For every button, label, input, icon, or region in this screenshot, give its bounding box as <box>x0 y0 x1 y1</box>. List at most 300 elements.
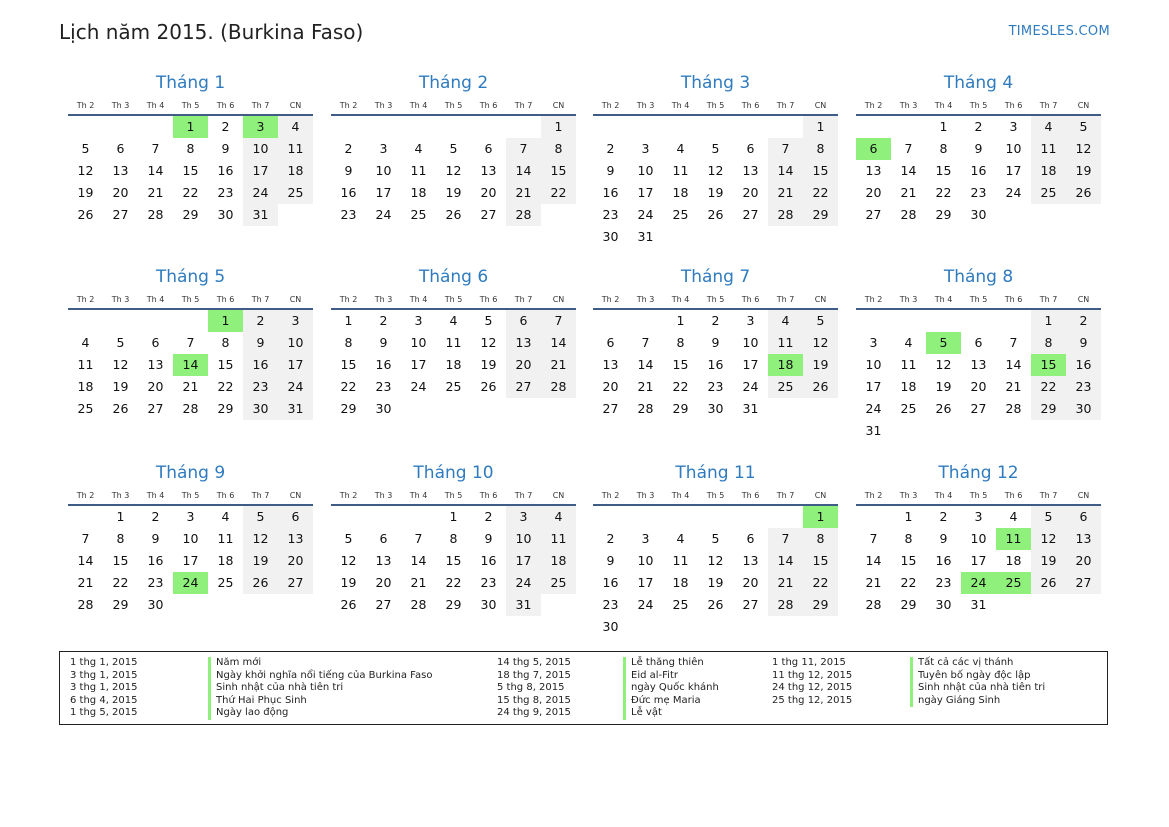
day-cell-holiday[interactable]: 25 <box>996 572 1031 594</box>
day-cell[interactable]: 2 <box>484 509 493 524</box>
day-cell[interactable]: 16 <box>147 553 164 568</box>
day-cell[interactable]: 9 <box>221 141 230 156</box>
day-cell[interactable]: 9 <box>151 531 160 546</box>
day-cell[interactable]: 22 <box>182 185 199 200</box>
day-cell[interactable]: 28 <box>900 207 917 222</box>
day-cell[interactable]: 10 <box>637 553 654 568</box>
day-cell[interactable]: 8 <box>221 335 230 350</box>
day-cell[interactable]: 21 <box>768 182 803 204</box>
day-cell[interactable]: 15 <box>935 163 952 178</box>
day-cell[interactable]: 4 <box>414 141 423 156</box>
day-cell[interactable]: 28 <box>1005 401 1022 416</box>
day-cell[interactable]: 10 <box>375 163 392 178</box>
day-cell[interactable]: 12 <box>445 163 462 178</box>
day-cell[interactable]: 14 <box>768 160 803 182</box>
day-cell[interactable]: 19 <box>935 379 952 394</box>
day-cell[interactable]: 26 <box>77 207 94 222</box>
day-cell[interactable]: 5 <box>711 531 720 546</box>
day-cell[interactable]: 26 <box>803 376 838 398</box>
day-cell[interactable]: 18 <box>541 550 576 572</box>
day-cell[interactable]: 22 <box>340 379 357 394</box>
day-cell[interactable]: 8 <box>116 531 125 546</box>
day-cell[interactable]: 14 <box>147 163 164 178</box>
day-cell[interactable]: 18 <box>1005 553 1022 568</box>
day-cell[interactable]: 29 <box>1031 398 1066 420</box>
day-cell[interactable]: 12 <box>935 357 952 372</box>
day-cell[interactable]: 9 <box>974 141 983 156</box>
day-cell[interactable]: 27 <box>480 207 497 222</box>
day-cell[interactable]: 18 <box>1031 160 1066 182</box>
day-cell[interactable]: 5 <box>484 313 493 328</box>
day-cell[interactable]: 2 <box>974 119 983 134</box>
day-cell[interactable]: 5 <box>449 141 458 156</box>
day-cell[interactable]: 6 <box>1066 506 1101 528</box>
day-cell[interactable]: 8 <box>904 531 913 546</box>
day-cell[interactable]: 4 <box>768 310 803 332</box>
day-cell[interactable]: 8 <box>1031 332 1066 354</box>
day-cell[interactable]: 13 <box>1066 528 1101 550</box>
day-cell[interactable]: 2 <box>344 141 353 156</box>
day-cell[interactable]: 10 <box>410 335 427 350</box>
day-cell[interactable]: 11 <box>768 332 803 354</box>
day-cell[interactable]: 15 <box>803 550 838 572</box>
day-cell[interactable]: 11 <box>77 357 94 372</box>
day-cell[interactable]: 7 <box>904 141 913 156</box>
day-cell[interactable]: 16 <box>707 357 724 372</box>
day-cell[interactable]: 11 <box>541 528 576 550</box>
day-cell[interactable]: 27 <box>602 401 619 416</box>
day-cell[interactable]: 1 <box>676 313 685 328</box>
day-cell[interactable]: 31 <box>865 423 882 438</box>
day-cell[interactable]: 10 <box>865 357 882 372</box>
day-cell[interactable]: 7 <box>186 335 195 350</box>
day-cell[interactable]: 28 <box>768 594 803 616</box>
day-cell-holiday[interactable]: 3 <box>243 116 278 138</box>
day-cell[interactable]: 26 <box>1031 572 1066 594</box>
day-cell[interactable]: 12 <box>480 335 497 350</box>
day-cell[interactable]: 11 <box>445 335 462 350</box>
day-cell[interactable]: 7 <box>541 310 576 332</box>
day-cell[interactable]: 15 <box>541 160 576 182</box>
day-cell[interactable]: 25 <box>77 401 94 416</box>
day-cell[interactable]: 21 <box>865 575 882 590</box>
day-cell[interactable]: 11 <box>278 138 313 160</box>
day-cell[interactable]: 17 <box>1005 163 1022 178</box>
day-cell[interactable]: 19 <box>77 185 94 200</box>
day-cell[interactable]: 20 <box>112 185 129 200</box>
day-cell[interactable]: 11 <box>672 163 689 178</box>
day-cell[interactable]: 2 <box>221 119 230 134</box>
day-cell[interactable]: 10 <box>970 531 987 546</box>
day-cell[interactable]: 1 <box>939 119 948 134</box>
day-cell[interactable]: 12 <box>803 332 838 354</box>
day-cell[interactable]: 15 <box>340 357 357 372</box>
day-cell[interactable]: 3 <box>641 531 650 546</box>
day-cell[interactable]: 4 <box>1009 509 1018 524</box>
day-cell[interactable]: 21 <box>506 182 541 204</box>
day-cell[interactable]: 17 <box>410 357 427 372</box>
day-cell[interactable]: 26 <box>243 572 278 594</box>
day-cell[interactable]: 27 <box>147 401 164 416</box>
day-cell[interactable]: 31 <box>637 229 654 244</box>
day-cell[interactable]: 3 <box>974 509 983 524</box>
day-cell[interactable]: 7 <box>869 531 878 546</box>
day-cell[interactable]: 30 <box>217 207 234 222</box>
day-cell[interactable]: 23 <box>970 185 987 200</box>
day-cell[interactable]: 1 <box>1031 310 1066 332</box>
day-cell[interactable]: 21 <box>541 354 576 376</box>
day-cell[interactable]: 21 <box>1005 379 1022 394</box>
day-cell[interactable]: 7 <box>768 138 803 160</box>
day-cell[interactable]: 27 <box>506 376 541 398</box>
day-cell[interactable]: 21 <box>77 575 94 590</box>
day-cell[interactable]: 3 <box>746 313 755 328</box>
day-cell[interactable]: 14 <box>410 553 427 568</box>
day-cell-holiday[interactable]: 15 <box>1031 354 1066 376</box>
day-cell[interactable]: 15 <box>900 553 917 568</box>
day-cell[interactable]: 18 <box>410 185 427 200</box>
day-cell[interactable]: 27 <box>742 597 759 612</box>
day-cell[interactable]: 25 <box>217 575 234 590</box>
day-cell[interactable]: 1 <box>116 509 125 524</box>
day-cell[interactable]: 17 <box>637 185 654 200</box>
day-cell[interactable]: 17 <box>742 357 759 372</box>
day-cell[interactable]: 23 <box>217 185 234 200</box>
day-cell[interactable]: 7 <box>151 141 160 156</box>
day-cell[interactable]: 4 <box>278 116 313 138</box>
day-cell[interactable]: 30 <box>1066 398 1101 420</box>
day-cell[interactable]: 13 <box>112 163 129 178</box>
day-cell[interactable]: 14 <box>900 163 917 178</box>
day-cell[interactable]: 27 <box>1066 572 1101 594</box>
day-cell[interactable]: 14 <box>1005 357 1022 372</box>
day-cell[interactable]: 9 <box>344 163 353 178</box>
day-cell[interactable]: 8 <box>676 335 685 350</box>
day-cell[interactable]: 10 <box>278 332 313 354</box>
day-cell[interactable]: 5 <box>711 141 720 156</box>
day-cell[interactable]: 4 <box>904 335 913 350</box>
day-cell[interactable]: 24 <box>637 597 654 612</box>
day-cell[interactable]: 22 <box>217 379 234 394</box>
day-cell[interactable]: 3 <box>1009 119 1018 134</box>
day-cell[interactable]: 18 <box>672 185 689 200</box>
day-cell[interactable]: 31 <box>506 594 541 616</box>
day-cell[interactable]: 30 <box>970 207 987 222</box>
day-cell[interactable]: 29 <box>900 597 917 612</box>
day-cell[interactable]: 24 <box>410 379 427 394</box>
day-cell[interactable]: 9 <box>939 531 948 546</box>
day-cell[interactable]: 2 <box>939 509 948 524</box>
day-cell[interactable]: 11 <box>672 553 689 568</box>
day-cell[interactable]: 28 <box>147 207 164 222</box>
day-cell[interactable]: 17 <box>865 379 882 394</box>
day-cell[interactable]: 30 <box>935 597 952 612</box>
day-cell[interactable]: 8 <box>803 528 838 550</box>
day-cell[interactable]: 2 <box>379 313 388 328</box>
day-cell[interactable]: 17 <box>243 160 278 182</box>
day-cell[interactable]: 26 <box>1066 182 1101 204</box>
day-cell[interactable]: 6 <box>379 531 388 546</box>
day-cell[interactable]: 19 <box>1031 550 1066 572</box>
day-cell[interactable]: 14 <box>77 553 94 568</box>
day-cell[interactable]: 16 <box>602 185 619 200</box>
day-cell[interactable]: 19 <box>1066 160 1101 182</box>
day-cell[interactable]: 12 <box>340 553 357 568</box>
day-cell[interactable]: 19 <box>243 550 278 572</box>
day-cell[interactable]: 19 <box>707 185 724 200</box>
day-cell[interactable]: 31 <box>243 204 278 226</box>
day-cell[interactable]: 26 <box>112 401 129 416</box>
day-cell[interactable]: 12 <box>707 163 724 178</box>
day-cell[interactable]: 29 <box>217 401 234 416</box>
day-cell[interactable]: 26 <box>445 207 462 222</box>
day-cell[interactable]: 14 <box>506 160 541 182</box>
day-cell[interactable]: 17 <box>375 185 392 200</box>
day-cell[interactable]: 26 <box>707 597 724 612</box>
day-cell[interactable]: 25 <box>541 572 576 594</box>
day-cell[interactable]: 3 <box>278 310 313 332</box>
day-cell[interactable]: 12 <box>707 553 724 568</box>
day-cell[interactable]: 25 <box>445 379 462 394</box>
day-cell[interactable]: 16 <box>217 163 234 178</box>
day-cell[interactable]: 29 <box>112 597 129 612</box>
day-cell[interactable]: 29 <box>340 401 357 416</box>
day-cell[interactable]: 6 <box>974 335 983 350</box>
day-cell[interactable]: 22 <box>900 575 917 590</box>
day-cell[interactable]: 22 <box>935 185 952 200</box>
day-cell[interactable]: 23 <box>707 379 724 394</box>
day-cell[interactable]: 23 <box>1066 376 1101 398</box>
day-cell[interactable]: 3 <box>506 506 541 528</box>
day-cell[interactable]: 2 <box>606 141 615 156</box>
day-cell[interactable]: 24 <box>375 207 392 222</box>
day-cell[interactable]: 5 <box>116 335 125 350</box>
day-cell[interactable]: 28 <box>865 597 882 612</box>
day-cell[interactable]: 13 <box>602 357 619 372</box>
day-cell[interactable]: 25 <box>672 597 689 612</box>
day-cell[interactable]: 6 <box>116 141 125 156</box>
day-cell[interactable]: 16 <box>1066 354 1101 376</box>
day-cell[interactable]: 5 <box>344 531 353 546</box>
day-cell[interactable]: 18 <box>217 553 234 568</box>
day-cell[interactable]: 1 <box>803 116 838 138</box>
day-cell[interactable]: 20 <box>480 185 497 200</box>
day-cell[interactable]: 17 <box>637 575 654 590</box>
day-cell[interactable]: 17 <box>182 553 199 568</box>
day-cell[interactable]: 21 <box>147 185 164 200</box>
day-cell[interactable]: 24 <box>865 401 882 416</box>
day-cell[interactable]: 1 <box>904 509 913 524</box>
day-cell[interactable]: 17 <box>278 354 313 376</box>
day-cell[interactable]: 29 <box>182 207 199 222</box>
day-cell[interactable]: 19 <box>445 185 462 200</box>
day-cell[interactable]: 25 <box>768 376 803 398</box>
day-cell[interactable]: 27 <box>970 401 987 416</box>
day-cell[interactable]: 14 <box>865 553 882 568</box>
day-cell[interactable]: 3 <box>379 141 388 156</box>
day-cell[interactable]: 8 <box>939 141 948 156</box>
day-cell[interactable]: 20 <box>278 550 313 572</box>
day-cell[interactable]: 26 <box>935 401 952 416</box>
day-cell[interactable]: 25 <box>410 207 427 222</box>
day-cell[interactable]: 25 <box>672 207 689 222</box>
day-cell[interactable]: 30 <box>243 398 278 420</box>
day-cell[interactable]: 19 <box>707 575 724 590</box>
day-cell[interactable]: 19 <box>803 354 838 376</box>
day-cell[interactable]: 6 <box>151 335 160 350</box>
day-cell[interactable]: 22 <box>1031 376 1066 398</box>
day-cell[interactable]: 26 <box>707 207 724 222</box>
day-cell-holiday[interactable]: 1 <box>208 310 243 332</box>
day-cell[interactable]: 24 <box>506 572 541 594</box>
day-cell-holiday[interactable]: 18 <box>768 354 803 376</box>
day-cell[interactable]: 15 <box>803 160 838 182</box>
day-cell[interactable]: 24 <box>742 379 759 394</box>
day-cell[interactable]: 14 <box>541 332 576 354</box>
day-cell[interactable]: 6 <box>278 506 313 528</box>
brand-link[interactable]: TIMESLES.COM <box>1008 24 1110 39</box>
day-cell[interactable]: 15 <box>445 553 462 568</box>
day-cell[interactable]: 17 <box>506 550 541 572</box>
day-cell[interactable]: 29 <box>803 204 838 226</box>
day-cell[interactable]: 23 <box>243 376 278 398</box>
day-cell[interactable]: 16 <box>243 354 278 376</box>
day-cell-holiday[interactable]: 14 <box>173 354 208 376</box>
day-cell[interactable]: 1 <box>449 509 458 524</box>
day-cell[interactable]: 4 <box>1031 116 1066 138</box>
day-cell[interactable]: 9 <box>1066 332 1101 354</box>
day-cell[interactable]: 20 <box>742 185 759 200</box>
day-cell[interactable]: 21 <box>900 185 917 200</box>
day-cell[interactable]: 20 <box>602 379 619 394</box>
day-cell[interactable]: 24 <box>278 376 313 398</box>
day-cell[interactable]: 28 <box>541 376 576 398</box>
day-cell[interactable]: 9 <box>484 531 493 546</box>
day-cell-holiday[interactable]: 5 <box>926 332 961 354</box>
day-cell[interactable]: 28 <box>768 204 803 226</box>
day-cell[interactable]: 9 <box>606 163 615 178</box>
day-cell[interactable]: 23 <box>340 207 357 222</box>
day-cell[interactable]: 18 <box>278 160 313 182</box>
day-cell[interactable]: 7 <box>81 531 90 546</box>
day-cell[interactable]: 24 <box>1005 185 1022 200</box>
day-cell[interactable]: 6 <box>746 141 755 156</box>
day-cell[interactable]: 14 <box>768 550 803 572</box>
day-cell[interactable]: 7 <box>768 528 803 550</box>
day-cell[interactable]: 13 <box>375 553 392 568</box>
day-cell[interactable]: 13 <box>970 357 987 372</box>
day-cell[interactable]: 3 <box>641 141 650 156</box>
day-cell[interactable]: 10 <box>637 163 654 178</box>
day-cell[interactable]: 1 <box>344 313 353 328</box>
day-cell[interactable]: 20 <box>147 379 164 394</box>
day-cell[interactable]: 12 <box>243 528 278 550</box>
day-cell[interactable]: 25 <box>278 182 313 204</box>
day-cell[interactable]: 28 <box>410 597 427 612</box>
day-cell[interactable]: 19 <box>112 379 129 394</box>
day-cell[interactable]: 13 <box>278 528 313 550</box>
day-cell[interactable]: 30 <box>602 229 619 244</box>
day-cell[interactable]: 21 <box>182 379 199 394</box>
day-cell[interactable]: 31 <box>742 401 759 416</box>
day-cell[interactable]: 15 <box>217 357 234 372</box>
day-cell[interactable]: 28 <box>77 597 94 612</box>
day-cell[interactable]: 7 <box>1009 335 1018 350</box>
day-cell[interactable]: 2 <box>151 509 160 524</box>
day-cell[interactable]: 29 <box>445 597 462 612</box>
day-cell[interactable]: 6 <box>746 531 755 546</box>
day-cell[interactable]: 9 <box>606 553 615 568</box>
day-cell[interactable]: 8 <box>186 141 195 156</box>
day-cell[interactable]: 20 <box>375 575 392 590</box>
day-cell[interactable]: 8 <box>449 531 458 546</box>
day-cell[interactable]: 22 <box>112 575 129 590</box>
day-cell[interactable]: 5 <box>803 310 838 332</box>
day-cell[interactable]: 16 <box>970 163 987 178</box>
day-cell[interactable]: 12 <box>77 163 94 178</box>
day-cell[interactable]: 25 <box>900 401 917 416</box>
day-cell[interactable]: 4 <box>541 506 576 528</box>
day-cell[interactable]: 10 <box>506 528 541 550</box>
day-cell[interactable]: 22 <box>445 575 462 590</box>
day-cell[interactable]: 27 <box>865 207 882 222</box>
day-cell[interactable]: 22 <box>803 572 838 594</box>
day-cell[interactable]: 24 <box>637 207 654 222</box>
day-cell[interactable]: 2 <box>1066 310 1101 332</box>
day-cell[interactable]: 16 <box>480 553 497 568</box>
day-cell[interactable]: 9 <box>711 335 720 350</box>
day-cell[interactable]: 12 <box>1066 138 1101 160</box>
day-cell-holiday[interactable]: 1 <box>803 506 838 528</box>
day-cell[interactable]: 29 <box>803 594 838 616</box>
day-cell[interactable]: 5 <box>243 506 278 528</box>
day-cell-holiday[interactable]: 24 <box>961 572 996 594</box>
day-cell[interactable]: 16 <box>935 553 952 568</box>
day-cell[interactable]: 31 <box>970 597 987 612</box>
day-cell[interactable]: 16 <box>375 357 392 372</box>
day-cell[interactable]: 6 <box>606 335 615 350</box>
day-cell[interactable]: 23 <box>147 575 164 590</box>
day-cell[interactable]: 30 <box>375 401 392 416</box>
day-cell[interactable]: 13 <box>742 163 759 178</box>
day-cell[interactable]: 23 <box>480 575 497 590</box>
day-cell[interactable]: 26 <box>480 379 497 394</box>
day-cell[interactable]: 18 <box>445 357 462 372</box>
day-cell-holiday[interactable]: 11 <box>996 528 1031 550</box>
day-cell[interactable]: 7 <box>506 138 541 160</box>
day-cell[interactable]: 6 <box>484 141 493 156</box>
day-cell[interactable]: 4 <box>221 509 230 524</box>
day-cell[interactable]: 21 <box>768 572 803 594</box>
day-cell[interactable]: 14 <box>637 357 654 372</box>
day-cell[interactable]: 10 <box>1005 141 1022 156</box>
day-cell[interactable]: 2 <box>243 310 278 332</box>
day-cell[interactable]: 27 <box>375 597 392 612</box>
day-cell[interactable]: 22 <box>803 182 838 204</box>
day-cell[interactable]: 27 <box>742 207 759 222</box>
day-cell[interactable]: 29 <box>672 401 689 416</box>
day-cell[interactable]: 25 <box>1031 182 1066 204</box>
day-cell-holiday[interactable]: 6 <box>856 138 891 160</box>
day-cell[interactable]: 26 <box>340 597 357 612</box>
day-cell[interactable]: 5 <box>1066 116 1101 138</box>
day-cell-holiday[interactable]: 1 <box>173 116 208 138</box>
day-cell[interactable]: 28 <box>506 204 541 226</box>
day-cell[interactable]: 11 <box>410 163 427 178</box>
day-cell[interactable]: 30 <box>707 401 724 416</box>
day-cell[interactable]: 18 <box>672 575 689 590</box>
day-cell[interactable]: 22 <box>541 182 576 204</box>
